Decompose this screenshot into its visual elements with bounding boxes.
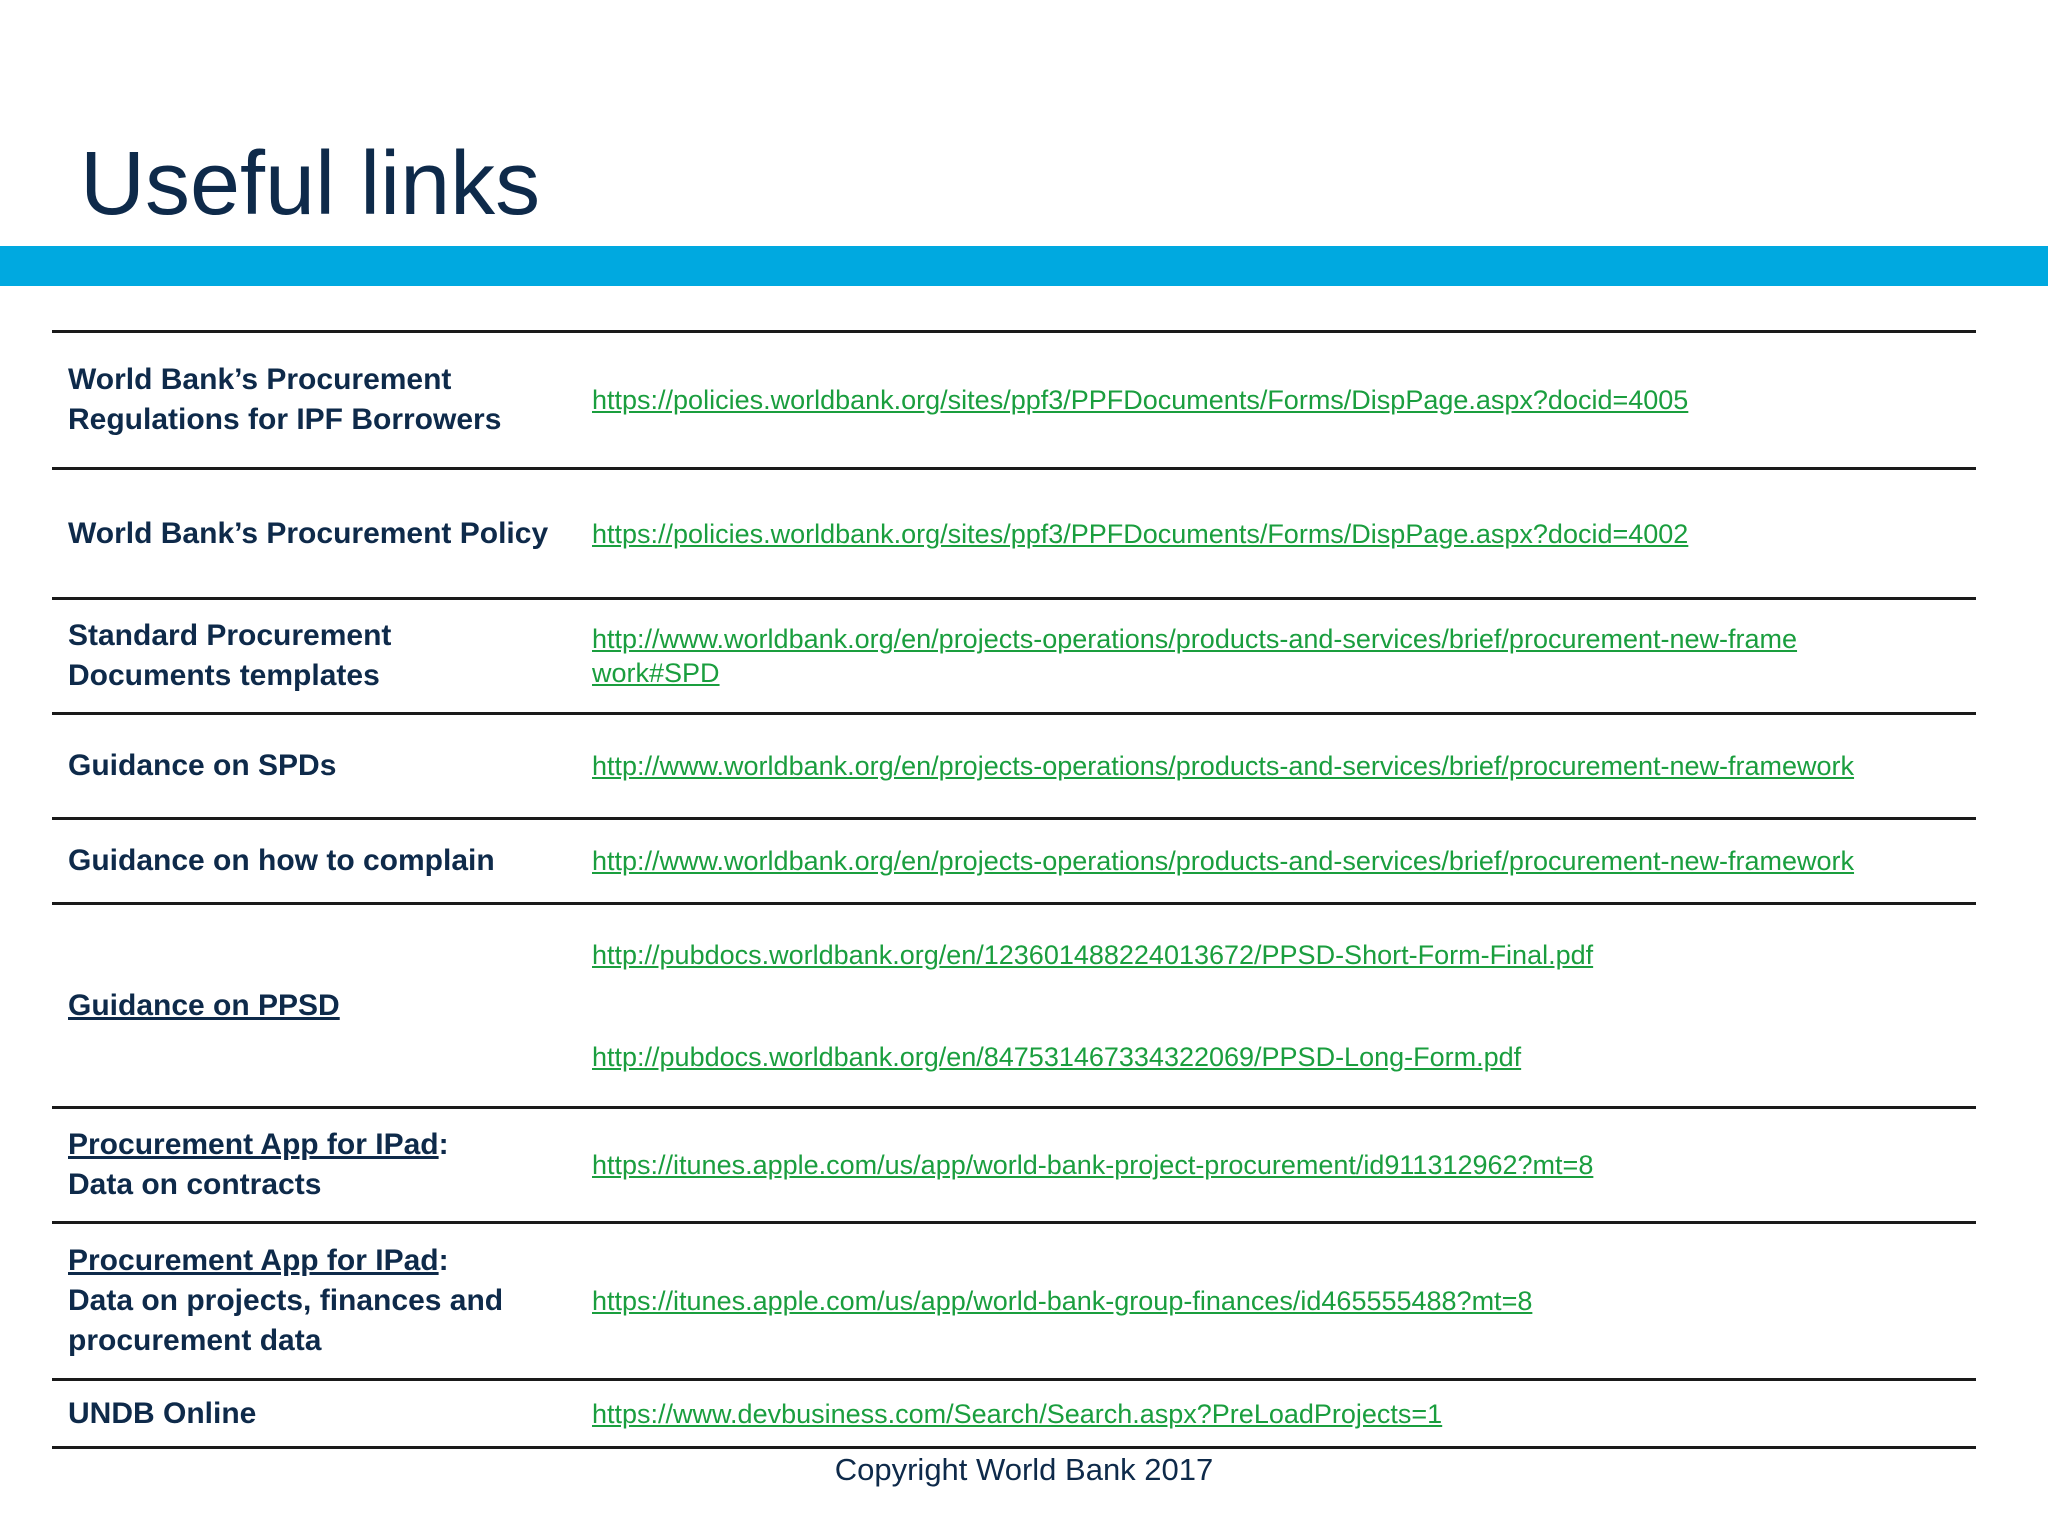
links-table [52, 330, 1976, 1449]
row-label-rest: Data on projects, finances and procurement data [68, 1284, 504, 1357]
link-ppsd-long-form[interactable]: http://pubdocs.worldbank.org/en/847531467334322069/PPSD-Long-Form.pdf [592, 1041, 1522, 1072]
table-row [52, 1380, 1976, 1448]
link-procurement-policy[interactable]: https://policies.worldbank.org/sites/ppf3/PPFDocuments/Forms/DispPage.aspx?docid=4002 [592, 518, 1689, 549]
spacer [592, 972, 1960, 1040]
copyright-footer: Copyright World Bank 2017 [834, 1452, 1214, 1487]
link-procurement-regulations[interactable]: https://policies.worldbank.org/sites/ppf3/PPFDocuments/Forms/DispPage.aspx?docid=4005 [592, 385, 1689, 415]
table-row [52, 904, 1976, 1108]
table-row [52, 714, 1976, 819]
page-title: Useful links [80, 134, 541, 234]
table-row [52, 1108, 1976, 1223]
link-guidance-ppsd-label[interactable]: Guidance on PPSD [68, 988, 340, 1022]
table-row [52, 332, 1976, 469]
link-app-finances[interactable]: https://itunes.apple.com/us/app/world-bank-group-finances/id465555488?mt=8 [592, 1286, 1533, 1316]
table-row [52, 469, 1976, 599]
link-app-contracts[interactable]: https://itunes.apple.com/us/app/world-bank-project-procurement/id911312962?mt=8 [592, 1150, 1594, 1180]
link-guidance-spds[interactable]: http://www.worldbank.org/en/projects-operations/products-and-services/brief/procurement-new-framework [592, 751, 1855, 781]
row-label: Standard Procurement Documents templates [52, 599, 576, 714]
link-procurement-app-label[interactable]: Procurement App for IPad [68, 1128, 439, 1161]
table-row [52, 599, 1976, 714]
row-label: World Bank’s Procurement Regulations for IPF Borrowers [52, 332, 576, 469]
link-undb-online[interactable]: https://www.devbusiness.com/Search/Search.aspx?PreLoadProjects=1 [592, 1398, 1443, 1429]
link-ppsd-short-form[interactable]: http://pubdocs.worldbank.org/en/123601488224013672/PPSD-Short-Form-Final.pdf [592, 939, 1594, 970]
row-label: UNDB Online [52, 1380, 576, 1448]
row-label: Guidance on SPDs [52, 714, 576, 819]
label-colon: : [438, 1244, 449, 1277]
row-label: World Bank’s Procurement Policy [52, 469, 576, 599]
label-colon: : [438, 1128, 449, 1161]
table-row [52, 1223, 1976, 1380]
link-procurement-app-label[interactable]: Procurement App for IPad [68, 1244, 439, 1277]
table-row [52, 819, 1976, 904]
row-label-rest: Data on contracts [68, 1168, 322, 1201]
link-guidance-complain[interactable]: http://www.worldbank.org/en/projects-operations/products-and-services/brief/procurement-new-framework [592, 846, 1855, 876]
row-label: Guidance on how to complain [52, 819, 576, 904]
header-band [0, 246, 2048, 286]
link-spd-templates[interactable]: http://www.worldbank.org/en/projects-operations/products-and-services/brief/procurement-new-framework#SPD [592, 624, 1798, 688]
